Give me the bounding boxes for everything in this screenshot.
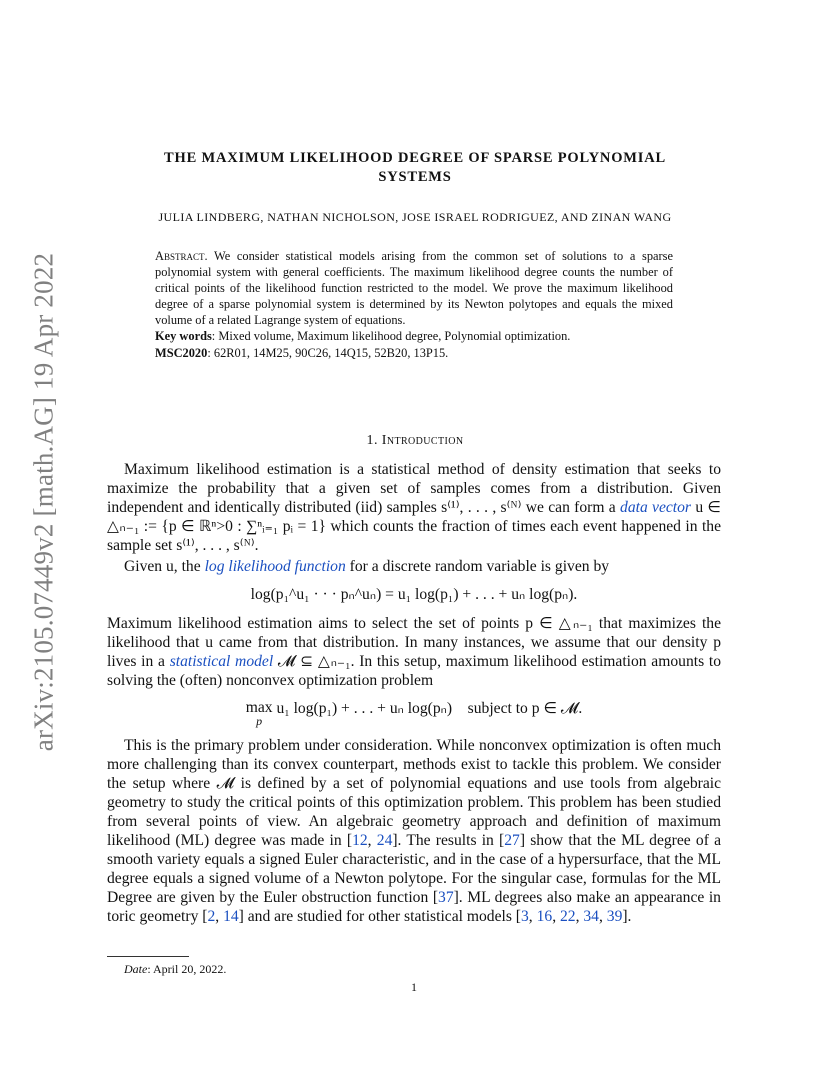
data-vector-link[interactable]: data vector (620, 499, 691, 516)
para4-text-2: ]. The results in [ (392, 832, 505, 849)
page-number: 1 (411, 980, 417, 994)
para4-text-6: ]. (622, 908, 632, 925)
footnote-label: Date (124, 962, 148, 976)
arxiv-identifier-sidebar (20, 252, 68, 752)
max-word: max (245, 699, 273, 716)
keywords-line (155, 328, 673, 344)
para3-text-a: Maximum likelihood estimation aims to select the set of points p ∈ △ₙ₋₁ that maximizes the likelihood that u came from that distribution. In many instances, we assume that our density p lives in a (107, 615, 721, 670)
msc-line (155, 345, 673, 361)
footnote-date (124, 962, 226, 977)
para4-text-4: ]. ML degrees also make an appearance in toric geometry [ (107, 889, 721, 925)
citation-14[interactable]: 14 (223, 908, 239, 925)
log-likelihood-link[interactable]: log likelihood function (204, 558, 346, 575)
para1-text-a: Maximum likelihood estimation is a statistical method of density estimation that seeks to maximize the probability that a given set of samples comes from a distribution. Given independent and identically distributed (iid) samples s⁽¹⁾, . . . , s⁽ᴺ⁾ we can form a (107, 461, 721, 516)
section-title: Introduction (381, 433, 464, 448)
equation-optimization (107, 699, 721, 735)
citation-27[interactable]: 27 (504, 832, 520, 849)
max-subscript: p (256, 714, 263, 728)
footnote-text: : April 20, 2022. (147, 962, 227, 976)
equation-log-likelihood: log(p₁^u₁ · · · pₙ^uₙ) = u₁ log(p₁) + . . . + uₙ log(pₙ). (250, 586, 578, 603)
title-line-1: THE MAXIMUM LIKELIHOOD DEGREE OF SPARSE POLYNOMIAL (164, 150, 666, 166)
keywords-text: : Mixed volume, Maximum likelihood degree, Polynomial optimization. (211, 329, 571, 344)
title-line-2: SYSTEMS (378, 169, 452, 185)
para1-text-b: u ∈ △ₙ₋₁ := {p ∈ ℝⁿ>0 : ∑ⁿᵢ₌₁ pᵢ = 1} which counts the fraction of times each event happened in the sample set s⁽¹⁾, . . . , s⁽ᴺ⁾. (107, 499, 721, 554)
citation-34[interactable]: 34 (583, 908, 599, 925)
citation-22[interactable]: 22 (559, 908, 576, 925)
para4-text-1: This is the primary problem under consideration. While nonconvex optimization is often much more challenging than its convex counterpart, methods exist to tackle this problem. We consider the setup where 𝓜 is defined by a set of polynomial equations and use tools from algebraic geometry to study the critical points of this optimization problem. This problem has been studied from several points of view. An algebraic geometry approach and definition of maximum likelihood (ML) degree was made in [ (107, 737, 721, 849)
objective: u₁ log(p₁) + . . . + uₙ log(pₙ) (276, 700, 453, 717)
para2-text-b: for a discrete random variable is given by (349, 558, 610, 575)
citation-2[interactable]: 2 (207, 908, 216, 925)
paragraph-2 (107, 557, 721, 576)
citation-12[interactable]: 12 (352, 832, 368, 849)
paper-title (110, 149, 720, 187)
arxiv-identifier: arXiv:2105.07449v2 [math.AG] 19 Apr 2022 (28, 252, 59, 752)
citation-16[interactable]: 16 (536, 908, 553, 925)
para3-text-b: 𝓜 ⊆ △ₙ₋₁. In this setup, maximum likelihood estimation amounts to solving the (often) nonconvex optimization problem (107, 653, 721, 689)
max-operator (246, 699, 273, 735)
citation-39[interactable]: 39 (606, 908, 623, 925)
paragraph-1 (107, 460, 721, 555)
msc-text: : 62R01, 14M25, 90C26, 14Q15, 52B20, 13P15. (207, 345, 449, 360)
para2-text-a: Given u, the (124, 558, 201, 575)
citation-3[interactable]: 3 (521, 908, 529, 925)
authors: JULIA LINDBERG, NATHAN NICHOLSON, JOSE ISRAEL RODRIGUEZ, AND ZINAN WANG (158, 210, 672, 224)
paragraph-4: This is the primary problem under consideration. While nonconvex optimization is often much more challenging than its convex counterpart, methods exist to tackle this problem. We consider the setup where 𝓜 is defined by a set of polynomial equations and use tools from algebraic geometry to study the critical points of this optimization problem. This problem has been studied from several points of view. An algebraic geometry approach and definition of maximum likelihood (ML) degree was made in [12, 24]. The results in [27] show that the ML degree of a smooth variety equals a signed Euler characteristic, and in the case of a hypersurface, that the ML degree equals a signed volume of a Newton polytope. For the singular case, formulas for the ML Degree are given by the Euler obstruction function [37]. ML degrees also make an appearance in toric geometry [2, 14] and are studied for other statistical models [3, 16, 22, 34, 39]. (107, 737, 722, 925)
abstract-label: Abstract. (155, 249, 208, 263)
statistical-model-link[interactable]: statistical model (169, 653, 274, 670)
abstract (155, 248, 673, 361)
para4-text-3: ] show that the ML degree of a smooth variety equals a signed Euler characteristic, and in the case of a hypersurface, that the ML degree equals a signed volume of a Newton polytope. For the singular case, formulas for the ML Degree are given by the Euler obstruction function [ (107, 832, 722, 906)
keywords-label: Key words (155, 329, 212, 344)
footnote-divider (107, 956, 189, 957)
citation-24[interactable]: 24 (376, 832, 393, 849)
abstract-body: We consider statistical models arising from the common set of solutions to a sparse polynomial system with general coefficients. The maximum likelihood degree counts the number of critical points of the likelihood function restricted to the model. We prove the maximum likelihood degree of a sparse polynomial system is determined by its Newton polytopes and equals the mixed volume of a related Lagrange system of equations. (155, 249, 673, 328)
section-heading (110, 433, 720, 449)
section-number: 1. (366, 433, 378, 448)
constraint: subject to p ∈ 𝓜. (467, 700, 583, 717)
paragraph-3 (107, 614, 721, 690)
para4-text-5: ] and are studied for other statistical models [ (238, 908, 521, 925)
citation-37[interactable]: 37 (438, 889, 454, 906)
msc-label: MSC2020 (155, 345, 208, 360)
abstract-text-block (155, 248, 673, 328)
